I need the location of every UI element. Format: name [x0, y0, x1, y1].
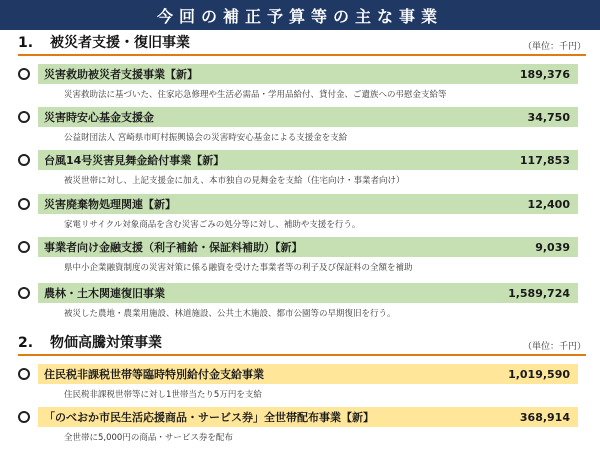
- circle-bullet-icon: [18, 241, 30, 253]
- item-description: 災害救助法に基づいた、住家応急修理や生活必需品・学用品給付、貸付金、ご遺族への弔慰金支給等: [64, 90, 447, 100]
- section-title-text: 物価高騰対策事業: [50, 335, 162, 351]
- item-description: 被災した農地・農業用施設、林道施設、公共土木施設、都市公園等の早期復旧を行う。: [64, 309, 396, 319]
- list-item: [18, 107, 586, 151]
- circle-bullet-icon: [18, 68, 30, 80]
- item-description: 公益財団法人 宮崎県市町村振興協会の災害時安心基金による支援金を支給: [64, 133, 348, 143]
- item-amount: 34,750: [406, 107, 578, 127]
- section-title-text: 被災者支援・復旧事業: [50, 35, 190, 51]
- list-item: [18, 283, 586, 327]
- item-name: 災害救助被災者支援事業【新】: [38, 64, 406, 84]
- circle-bullet-icon: [18, 368, 30, 380]
- item-description: 被災世帯に対し、上記支援金に加え、本市独自の見舞金を支給（住宅向け・事業者向け）: [64, 176, 405, 186]
- circle-bullet-icon: [18, 411, 30, 423]
- item-name: 住民税非課税世帯等臨時特別給付金支給事業: [38, 364, 406, 384]
- page-title: 今回の補正予算等の主な事業: [0, 0, 600, 30]
- item-name: 台風14号災害見舞金給付事業【新】: [38, 150, 406, 170]
- item-amount: 368,914: [406, 407, 578, 427]
- item-amount: 117,853: [406, 150, 578, 170]
- section-number: 2.: [18, 335, 34, 351]
- item-amount: 12,400: [406, 194, 578, 214]
- circle-bullet-icon: [18, 198, 30, 210]
- section-title: [18, 332, 162, 352]
- circle-bullet-icon: [18, 287, 30, 299]
- item-description: 全世帯に5,000円の商品・サービス券を配布: [64, 433, 233, 443]
- list-item: [18, 194, 586, 238]
- item-description: 家電リサイクル対象商品を含む災害ごみの処分等に対し、補助や支援を行う。: [64, 220, 361, 230]
- list-item: [18, 407, 586, 450]
- item-name: 事業者向け金融支援（利子補給・保証料補助）【新】: [38, 237, 406, 257]
- list-item: [18, 364, 586, 408]
- section-number: 1.: [18, 35, 34, 51]
- section-title: [18, 32, 190, 52]
- circle-bullet-icon: [18, 154, 30, 166]
- item-amount: 189,376: [406, 64, 578, 84]
- section-header-disaster-support: [18, 34, 586, 56]
- list-item: [18, 64, 586, 108]
- item-description: 住民税非課税世帯等に対し1世帯当たり5万円を支給: [64, 390, 262, 400]
- item-name: 「のべおか市民生活応援商品・サービス券」全世帯配布事業【新】: [38, 407, 406, 427]
- item-name: 農林・土木関連復旧事業: [38, 283, 406, 303]
- item-name: 災害廃棄物処理関連【新】: [38, 194, 406, 214]
- unit-label: （単位：千円）: [522, 42, 586, 52]
- item-name: 災害時安心基金支援金: [38, 107, 406, 127]
- list-item: [18, 150, 586, 194]
- item-amount: 1,589,724: [406, 283, 578, 303]
- circle-bullet-icon: [18, 111, 30, 123]
- item-amount: 1,019,590: [406, 364, 578, 384]
- unit-label: （単位：千円）: [522, 342, 586, 352]
- list-item: [18, 237, 586, 281]
- section-header-price-measures: [18, 334, 586, 356]
- item-amount: 9,039: [406, 237, 578, 257]
- item-description: 県中小企業融資制度の災害対策に係る融資を受けた事業者等の利子及び保証料の全額を補助: [64, 263, 413, 273]
